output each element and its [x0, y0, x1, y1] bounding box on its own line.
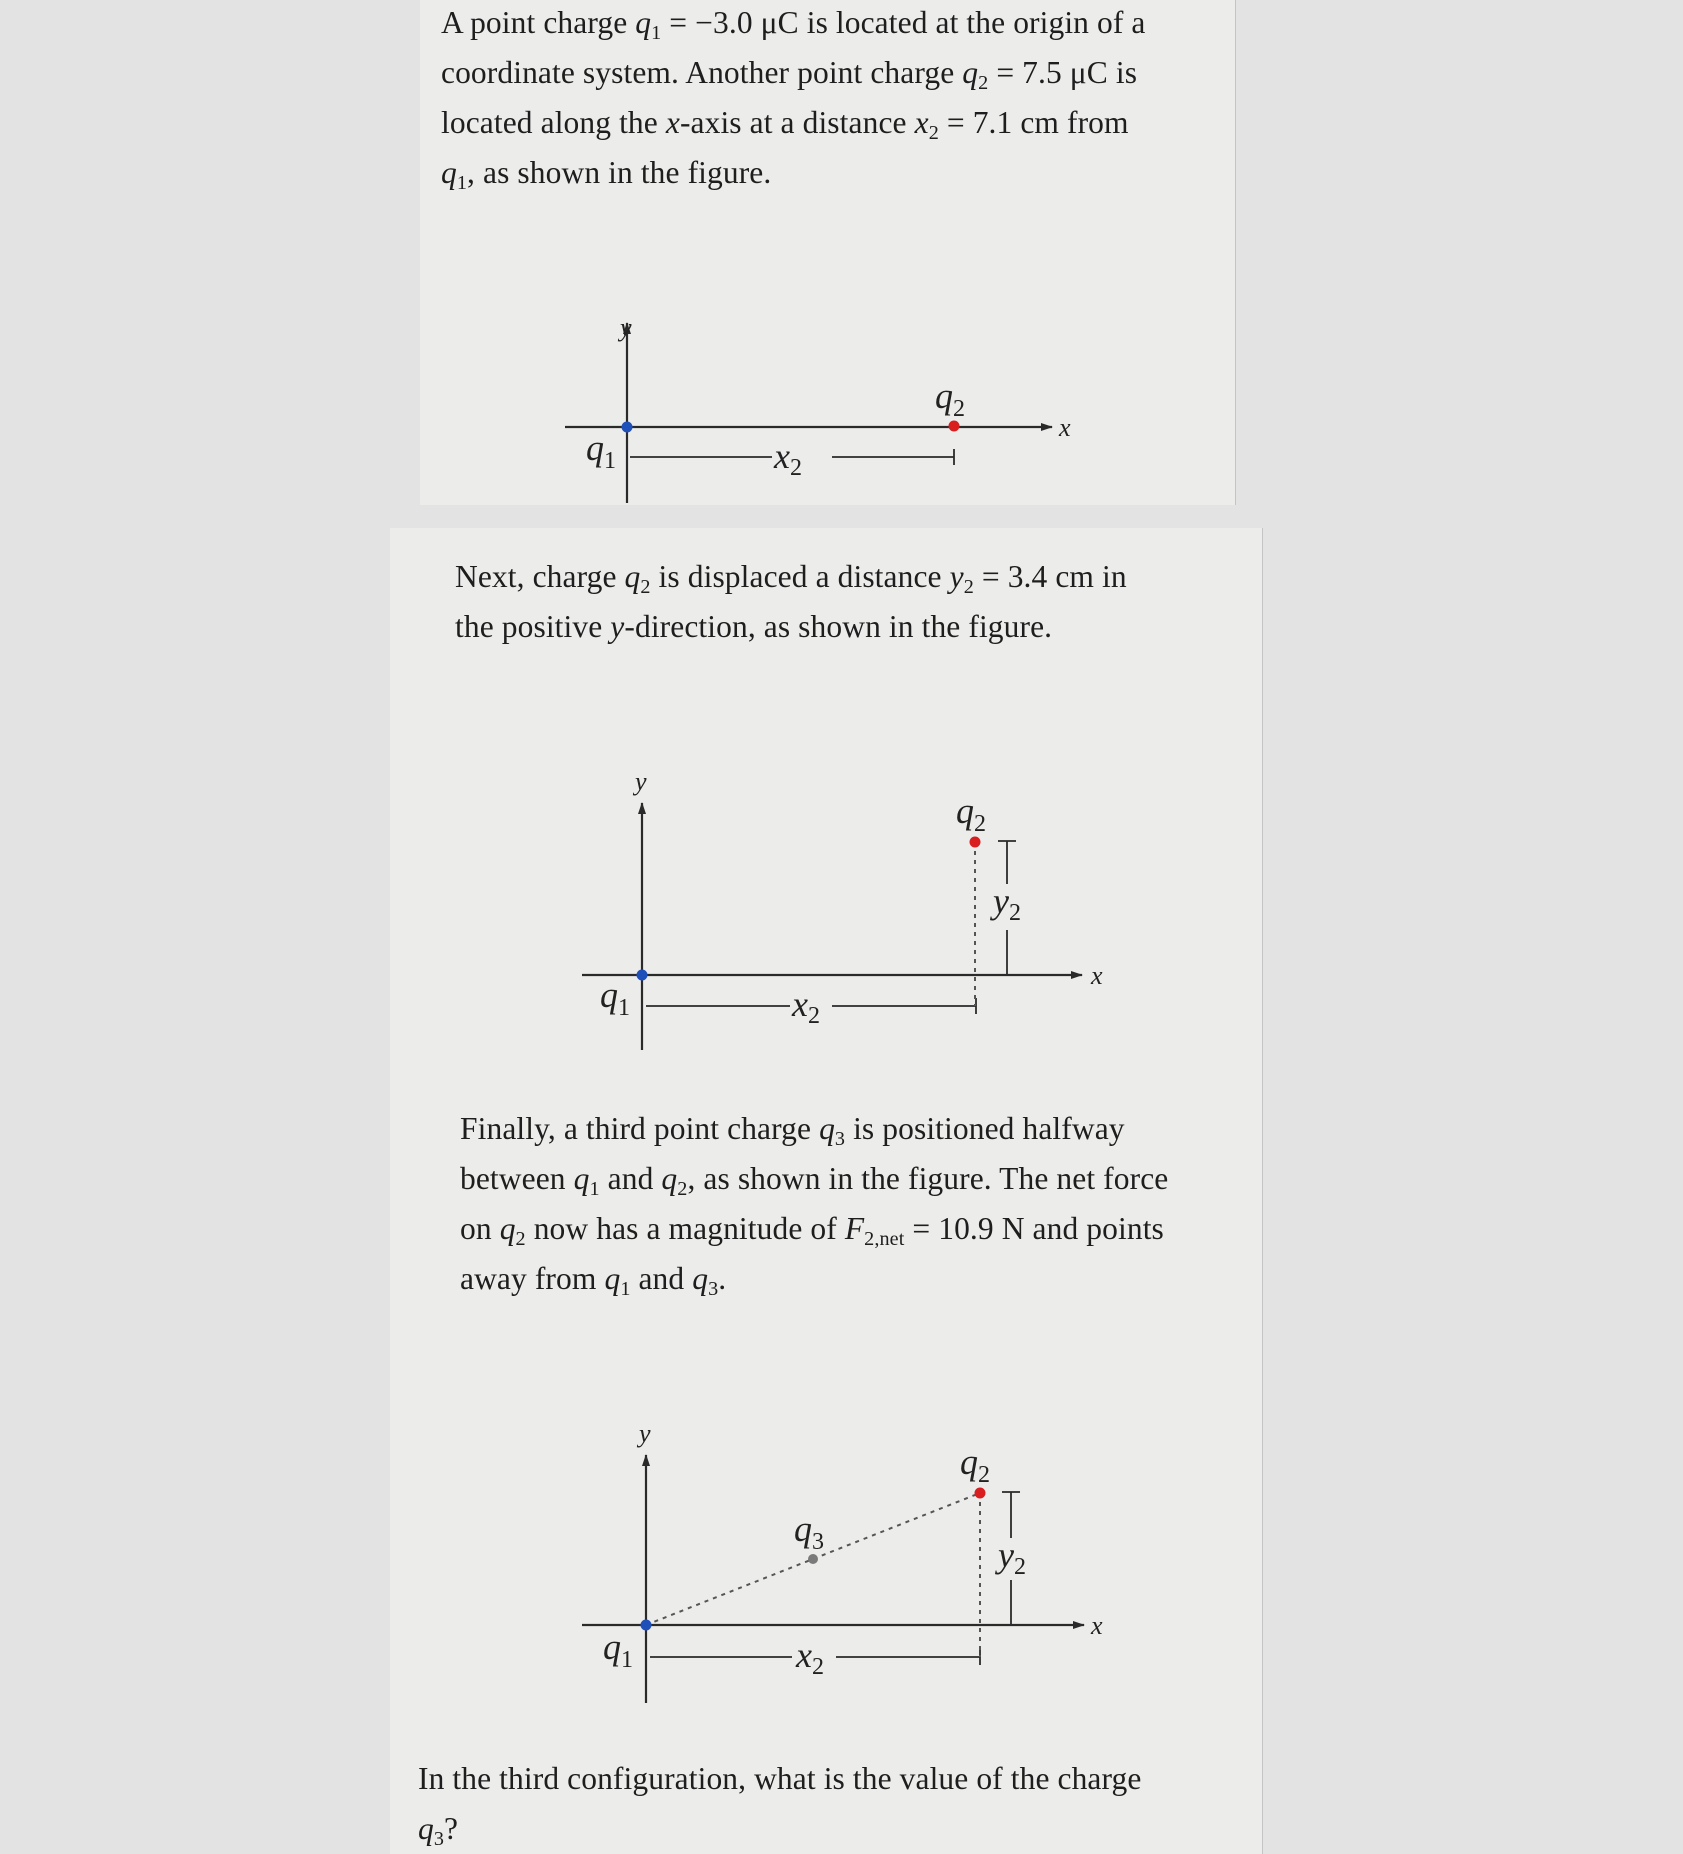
- q3-label: q3: [794, 1509, 824, 1555]
- y-axis-label: y: [639, 1419, 651, 1448]
- part2-line-1: Next, charge $q_2$ is displaced a distance $y_2 = 3.4$ cm in: [455, 559, 1127, 599]
- x2-label: x2: [792, 984, 820, 1029]
- part2-line-2: the positive y-direction, as shown in the figure.: [455, 609, 1053, 644]
- y-axis-label: y: [620, 313, 632, 342]
- q3-charge: [808, 1554, 818, 1564]
- intro-line-2: coordinate system. Another point charge $q_2 = 7.5$ μC is: [441, 55, 1138, 95]
- q2-label: q2: [960, 1442, 990, 1488]
- part3-line-4: away from $q_1$ and $q_3$.: [460, 1261, 727, 1301]
- q1-charge: [641, 1620, 652, 1631]
- problem-part2: [455, 552, 1127, 652]
- y-axis-label: y: [635, 767, 647, 796]
- problem-part3: [460, 1104, 1168, 1304]
- intro-line-3: located along the x-axis at a distance $x_2 = 7.1$ cm from: [441, 105, 1129, 145]
- y2-label: y2: [998, 1535, 1026, 1580]
- intro-line-1: A point charge $q_1 = -3.0$ μC is located at the origin of a: [441, 5, 1146, 45]
- q2-charge: [975, 1488, 986, 1499]
- q1-label: q1: [603, 1627, 633, 1673]
- question-line-2: $q_3$?: [418, 1811, 459, 1851]
- x-axis-label: x: [1091, 1611, 1103, 1640]
- q2-charge: [970, 837, 981, 848]
- x2-label: x2: [796, 1635, 824, 1680]
- figure-2: [560, 760, 1120, 1080]
- q2-charge: [949, 421, 960, 432]
- y2-label: y2: [993, 881, 1021, 926]
- q1-charge: [637, 970, 648, 981]
- part3-line-2: between $q_1$ and $q_2$, as shown in the figure. The net force: [460, 1161, 1169, 1201]
- question: [418, 1754, 1141, 1854]
- figure-1: [540, 300, 1100, 520]
- part3-line-1: Finally, a third point charge $q_3$ is positioned halfway: [460, 1111, 1125, 1151]
- x-axis-label: x: [1059, 413, 1071, 442]
- part3-line-3: on $q_2$ now has a magnitude of $F_{2,net} = 10.9$ N and points: [460, 1211, 1164, 1251]
- intro-line-4: $q_1$, as shown in the figure.: [441, 155, 772, 195]
- q1-label: q1: [600, 975, 630, 1021]
- question-line-1: In the third configuration, what is the value of the charge: [418, 1761, 1142, 1796]
- x-axis-label: x: [1091, 961, 1103, 990]
- q1-label: q1: [586, 428, 616, 474]
- problem-intro: [441, 0, 1146, 198]
- q2-label: q2: [956, 791, 986, 837]
- q2-label: q2: [935, 376, 965, 422]
- x2-label: x2: [774, 436, 802, 481]
- q1-charge: [622, 422, 633, 433]
- figure-3: [560, 1410, 1120, 1720]
